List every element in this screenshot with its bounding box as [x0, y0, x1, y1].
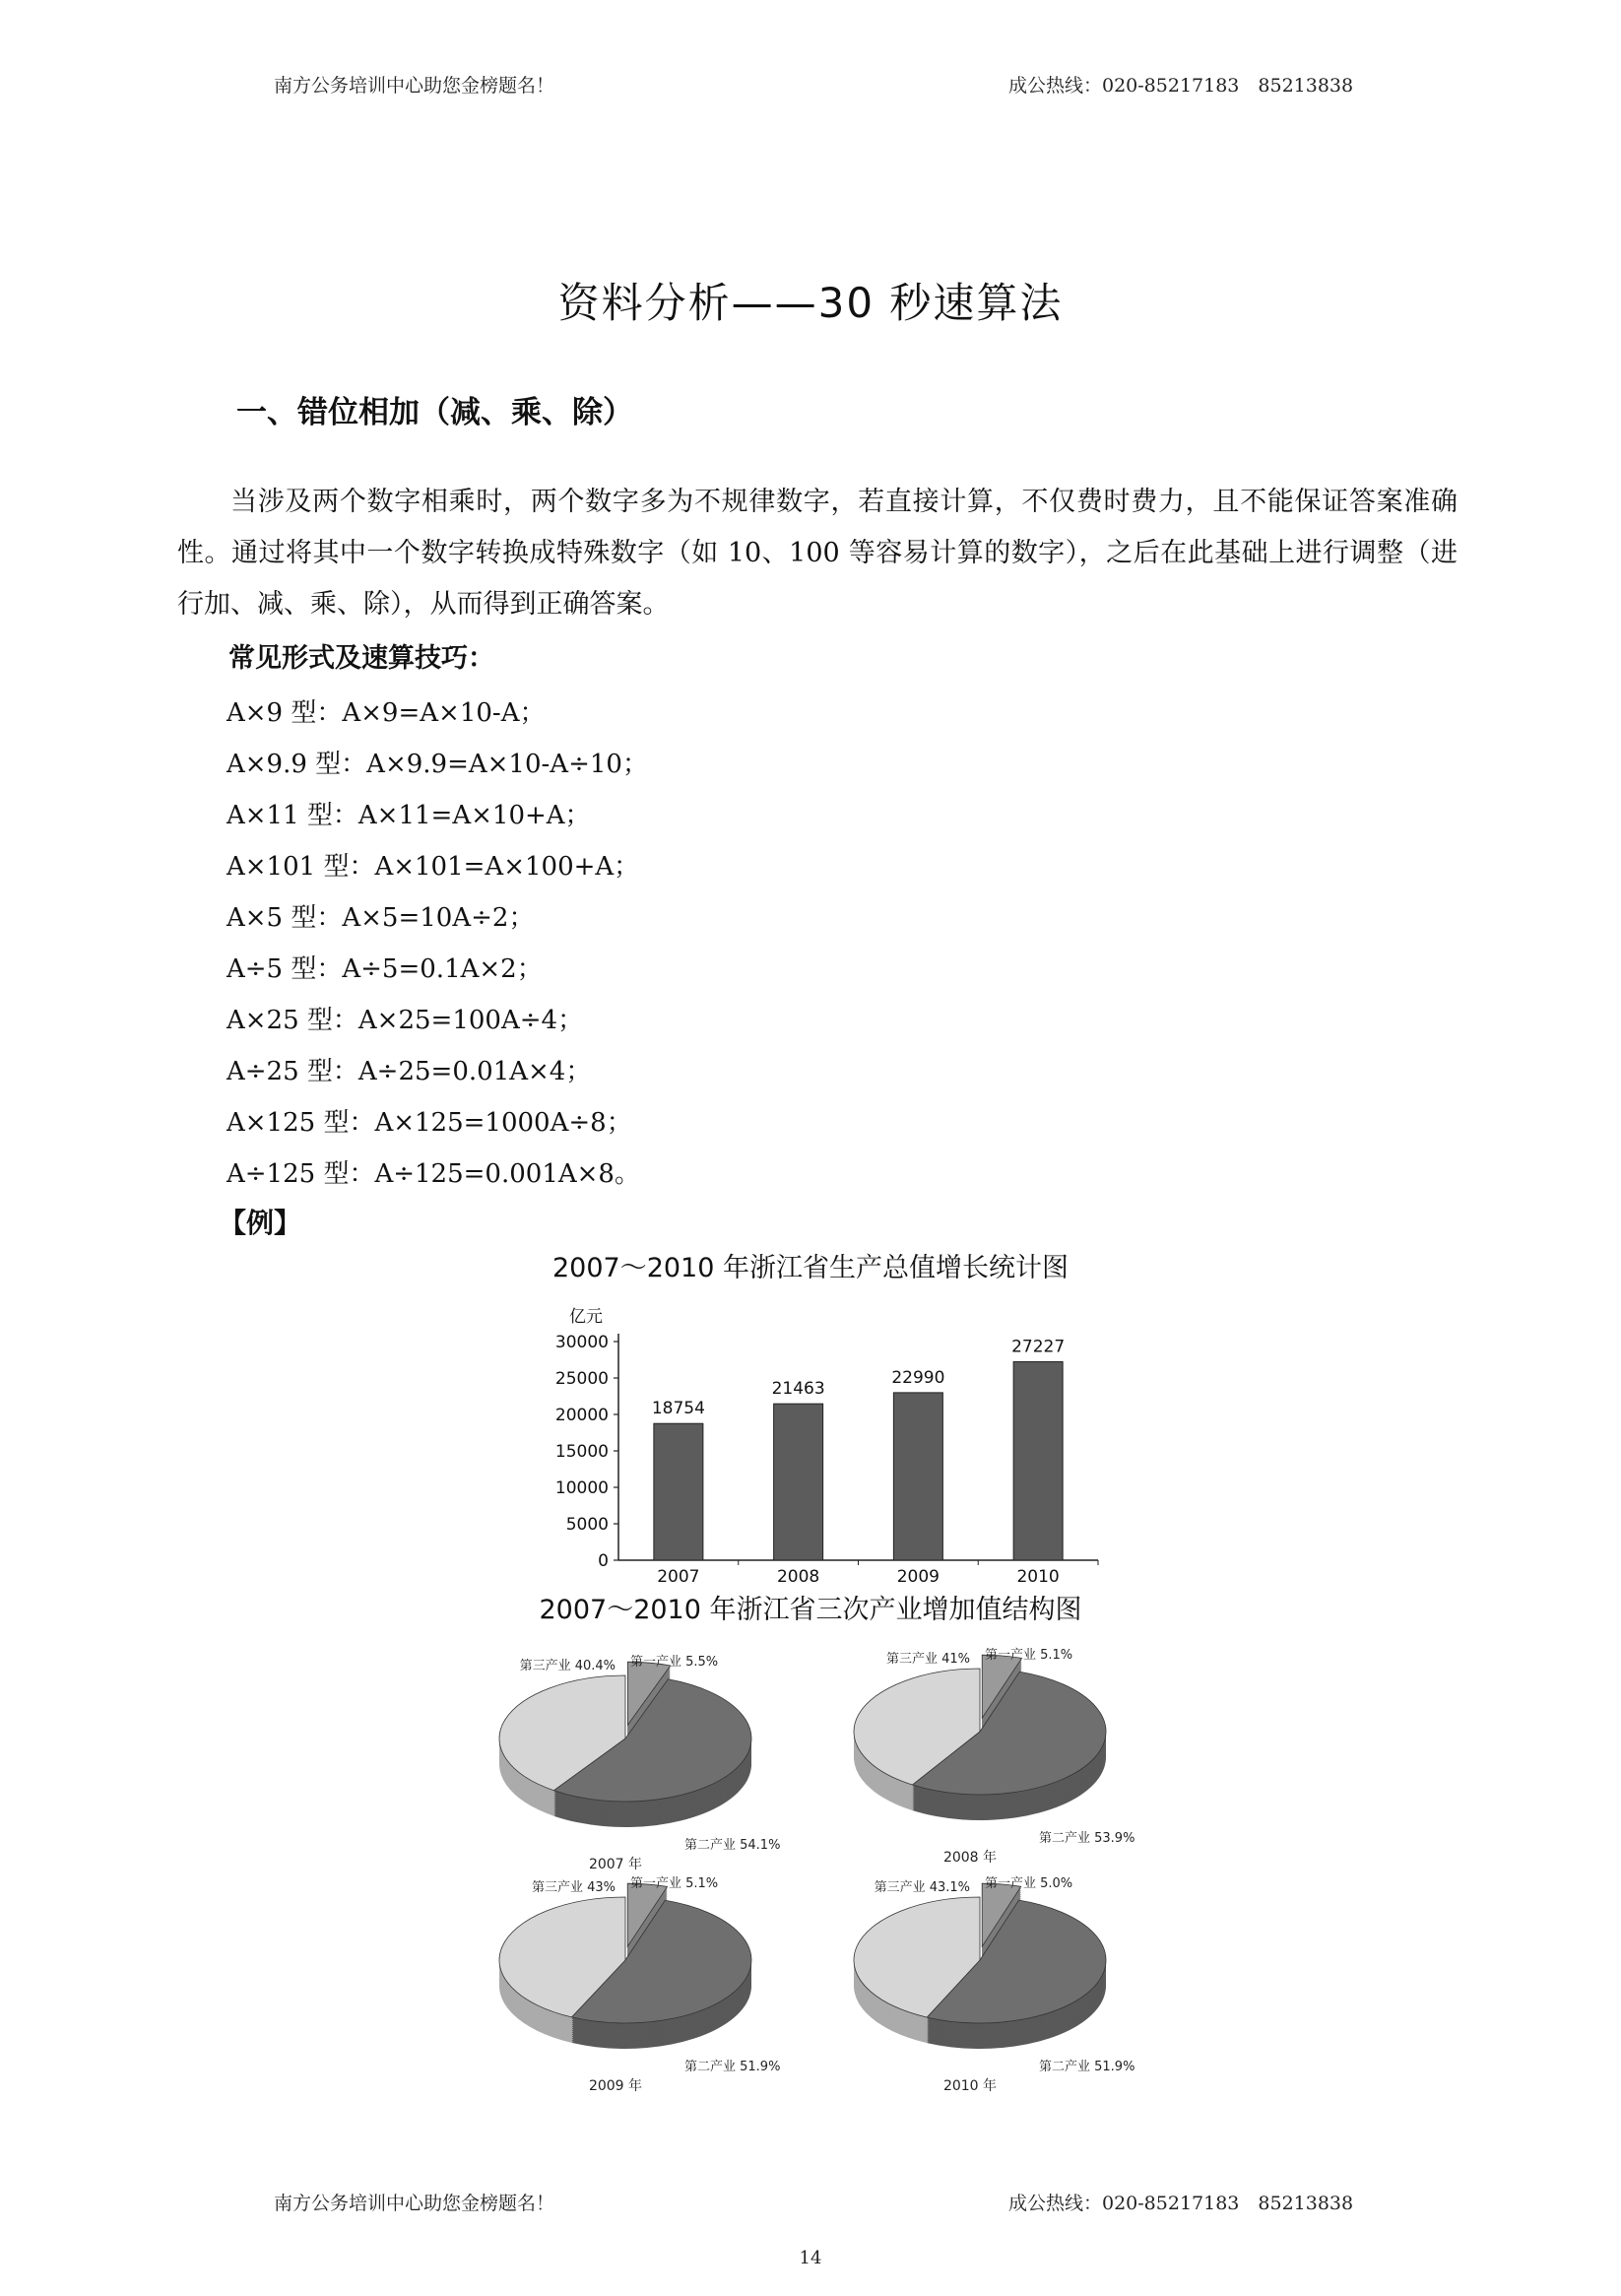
formula-item: A÷5 型：A÷5=0.1A×2；	[227, 954, 543, 984]
header-hotline: 成公热线：020-85217183 85213838	[1008, 75, 1354, 97]
example-label: 【例】	[219, 1207, 302, 1239]
pie-chart	[499, 1654, 780, 1872]
industry-structure-pies	[492, 1635, 1182, 2094]
x-tick-label: 2008	[776, 1567, 820, 1587]
page-number: 14	[799, 2248, 822, 2268]
intro-paragraph: 当涉及两个数字相乘时，两个数字多为不规律数字，若直接计算，不仅费时费力，且不能保证答案准确性。通过将其中一个数字转换成特殊数字（如 10、100 等容易计算的数字），之后在此基础上进行调整（进行加、减、乘、除），从而得到正确答案。	[177, 487, 1458, 620]
y-tick-label: 5000	[565, 1515, 609, 1535]
pie-chart-title: 2007～2010 年浙江省三次产业增加值结构图	[539, 1595, 1082, 1625]
bar	[893, 1393, 942, 1560]
slice-label: 第二产业 53.9%	[1039, 1831, 1135, 1846]
x-tick-label: 2009	[896, 1567, 940, 1587]
page-title: 资料分析——30 秒速算法	[557, 279, 1064, 327]
formula-item: A×9.9 型：A×9.9=A×10-A÷10；	[227, 750, 648, 779]
formula-item: A×125 型：A×125=1000A÷8；	[227, 1108, 632, 1138]
formula-item: A÷25 型：A÷25=0.01A×4；	[227, 1057, 592, 1086]
formula-item: A×25 型：A×25=100A÷4；	[227, 1006, 584, 1035]
header-slogan: 南方公务培训中心助您金榜题名！	[274, 75, 555, 97]
subheading: 常见形式及速算技巧：	[228, 643, 494, 674]
pie-chart	[854, 1647, 1135, 1866]
footer-hotline: 成公热线：020-85217183 85213838	[1008, 2193, 1354, 2214]
y-tick-label: 30000	[554, 1333, 609, 1352]
slice-label: 第二产业 54.1%	[684, 1838, 781, 1853]
slice-label: 第一产业 5.5%	[630, 1655, 719, 1670]
pie-year-label: 2009 年	[588, 2078, 643, 2094]
bar	[1013, 1362, 1063, 1560]
x-tick-label: 2010	[1016, 1567, 1060, 1587]
formula-item: A÷125 型：A÷125=0.001A×8。	[227, 1159, 640, 1189]
page-header	[0, 71, 1621, 110]
bar-chart-title: 2007～2010 年浙江省生产总值增长统计图	[551, 1253, 1069, 1283]
x-tick-label: 2007	[657, 1567, 700, 1587]
gdp-bar-chart	[502, 1292, 1103, 1588]
pie-chart	[854, 1875, 1135, 2094]
pie-year-label: 2008 年	[942, 1850, 998, 1866]
bar	[774, 1404, 823, 1560]
y-tick-label: 10000	[554, 1478, 609, 1498]
formula-item: A×5 型：A×5=10A÷2；	[227, 903, 535, 933]
bar	[654, 1423, 703, 1560]
bar-value-label: 21463	[771, 1379, 825, 1400]
bar-value-label: 18754	[651, 1399, 705, 1419]
slice-label: 第二产业 51.9%	[1039, 2060, 1135, 2074]
slice-label: 第一产业 5.1%	[630, 1876, 719, 1891]
y-tick-label: 20000	[554, 1406, 609, 1425]
slice-label: 第三产业 41%	[885, 1652, 970, 1667]
slice-label: 第一产业 5.1%	[985, 1648, 1073, 1663]
slice-label: 第三产业 43%	[531, 1880, 616, 1895]
y-tick-label: 25000	[554, 1369, 609, 1389]
bar-value-label: 22990	[891, 1367, 945, 1388]
pie-chart	[499, 1875, 780, 2094]
slice-label: 第一产业 5.0%	[985, 1876, 1073, 1891]
formula-item: A×11 型：A×11=A×10+A；	[227, 801, 591, 830]
footer-slogan: 南方公务培训中心助您金榜题名！	[274, 2193, 555, 2214]
y-tick-label: 15000	[554, 1442, 609, 1462]
section-heading: 一、错位相加（减、乘、除）	[236, 395, 633, 430]
pie-year-label: 2007 年	[588, 1857, 643, 1872]
formula-list	[227, 688, 648, 1200]
pie-year-label: 2010 年	[942, 2078, 998, 2094]
page-footer	[0, 2189, 1621, 2228]
y-tick-label: 0	[598, 1551, 609, 1571]
slice-label: 第二产业 51.9%	[684, 2060, 781, 2074]
y-axis-unit: 亿元	[569, 1307, 603, 1327]
slice-label: 第三产业 40.4%	[519, 1659, 616, 1673]
slice-label: 第三产业 43.1%	[874, 1880, 970, 1895]
formula-item: A×101 型：A×101=A×100+A；	[227, 852, 640, 882]
formula-item: A×9 型：A×9=A×10-A；	[227, 698, 546, 728]
bar-value-label: 27227	[1011, 1337, 1066, 1357]
